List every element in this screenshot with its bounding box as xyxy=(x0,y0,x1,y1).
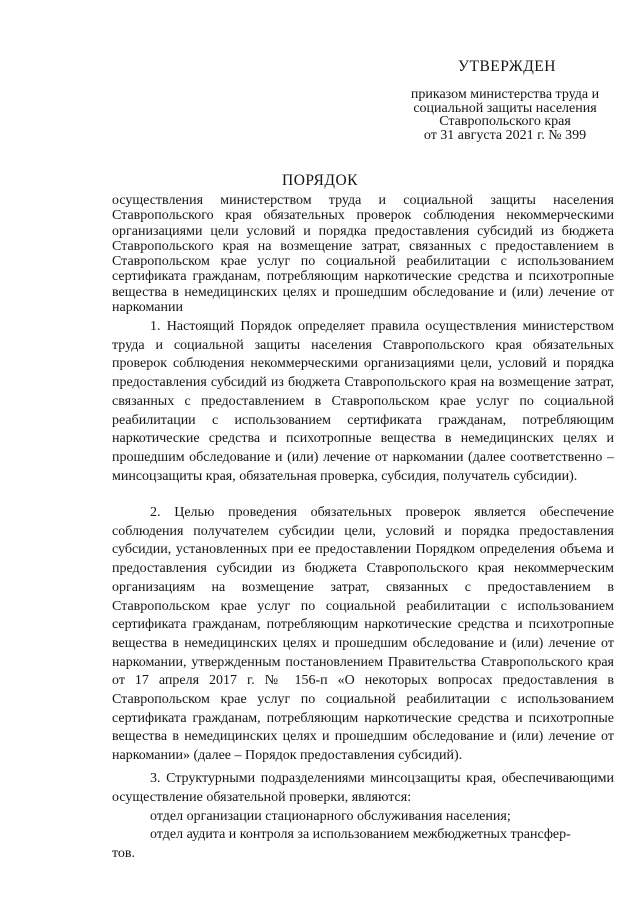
list-item-continuation: тов. xyxy=(112,846,136,861)
document-subtitle: осуществления министерством труда и социальной защиты населения Ставропольского края обязательных проверок соблюдения некоммерческими организациями цели условий и порядка предоставления субсидий из бюджета Ставропольского края на возмещение затрат, связанных с предоставлением в Ставропольском крае услуг по социальной реабилитации с использованием сертификата гражданам, потребляющим наркотические средства и психотропные вещества в немедицинских целях и прошедшим обследование и (или) лечение от наркомании xyxy=(112,193,614,316)
list-item: отдел организации стационарного обслуживания населения; xyxy=(150,809,511,824)
order-ref-line: приказом министерства труда и xyxy=(410,87,600,102)
order-ref-line: социальной защиты населения xyxy=(413,100,597,116)
paragraph-3: 3. Структурными подразделениями минсоцзащиты края, обеспечивающими осуществление обязательной проверки, являются: xyxy=(112,771,614,805)
paragraph-2: 2. Целью проведения обязательных проверок является обеспечение соблюдения получателем субсидии цели, условий и порядка предоставления субсидии, установленных при ее предоставлении Порядком определения объема и предоставления субсидии из бюджета Ставропольского края некоммерческим организациям на возмещение затрат, связанных с предоставлением в Ставропольском крае услуг по социальной реабилитации с использованием сертификата гражданам, потребляющим наркотические средства и психотропные вещества в немедицинских целях и прошедшим обследование и (или) лечение от наркомании, утвержденным постановлением Правительства Ставропольского края от 17 апреля 2017 г. № 156-п «О некоторых вопросах предоставления в Ставропольском крае услуг по социальной реабилитации с использованием сертификата гражданам, потребляющим наркотические средства и психотропные вещества в немедицинских целях и прошедшим обследование и (или) лечение от наркомании» (далее – Порядок предоставления субсидий). xyxy=(112,505,614,764)
order-ref-line: Ставропольского края xyxy=(439,114,571,129)
order-ref-line: от 31 августа 2021 г. № 399 xyxy=(423,127,587,143)
paragraph-1: 1. Настоящий Порядок определяет правила осуществления министерством труда и социальной защиты населения Ставропольского края обязательных проверок соблюдения некоммерческими организациями цели, условий и порядка предоставления субсидий из бюджета Ставропольского края на возмещение затрат, связанных с предоставлением в Ставропольском крае услуг по социальной реабилитации с использованием сертификата гражданам, потребляющим наркотические средства и психотропные вещества в немедицинских целях и прошедшим обследование и (или) лечение от наркомании (далее соответственно – минсоцзащиты края, обязательная проверка, субсидия, получатель субсидии). xyxy=(112,319,614,484)
approval-stamp-title: УТВЕРЖДЕН xyxy=(458,58,556,75)
list-item: отдел аудита и контроля за использованием межбюджетных трансфер- xyxy=(150,827,571,842)
document-title: ПОРЯДОК xyxy=(282,172,358,189)
approval-order-reference xyxy=(392,88,618,142)
